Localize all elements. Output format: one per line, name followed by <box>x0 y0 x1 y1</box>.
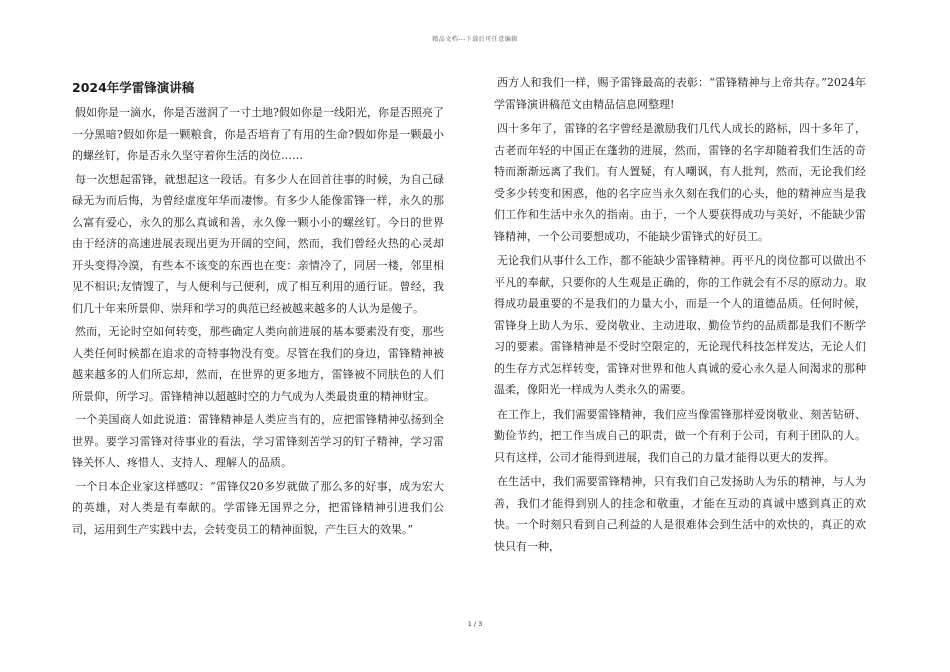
right-column <box>494 72 866 560</box>
paragraph: 每一次想起雷锋，就想起这一段话。有多少人在回首往事的时候，为自己碌碌无为而后悔，为曾经虚度年华而凄惨。有多少人能像雷锋一样，永久的那么富有爱心，永久的那么真诚和善，永久像一颗小小的螺丝钉。今日的世界由于经济的高速进展表现出更为开阔的空间，然而，我们曾经火热的心灵却开头变得冷漠，有些本不该变的东西也在变：亲情冷了，同居一楼，邻里相见不相识;友情馊了，与人便利与己便利，成了相互利用的通行证。曾经，我们几十年来所景仰、崇拜和学习的典范已经被越来越多的人认为是傻子。 <box>72 172 444 315</box>
page-number: 1 / 3 <box>467 620 483 628</box>
paragraph: 在工作上，我们需要雷锋精神，我们应当像雷锋那样爱岗敬业、刻苦钻研、勤俭节约，把工作当成自己的职责，做一个有利于公司，有利于团队的人。只有这样，公司才能得到进展，我们自己的力量才能得以更大的发挥。 <box>494 407 866 464</box>
paragraph: 西方人和我们一样，赐予雷锋最高的表彰：“雷锋精神与上帝共存。”2024年学雷锋演讲稿范文由精品信息网整理! <box>494 76 866 111</box>
paragraph: 四十多年了，雷锋的名字曾经是激励我们几代人成长的路标，四十多年了，古老而年轻的中国正在蓬勃的进展，然而，雷锋的名字却随着我们生活的奇特而渐渐远离了我们。有人置疑，有人嘲讽，有人批判，然而，无论我们经受多少转变和困惑，他的名字应当永久刻在我们的心头，他的精神应当是我们工作和生活中永久的指南。由于，一个人要获得成功与美好，不能缺少雷锋精神，一个公司要想成功，不能缺少雷锋式的好员工。 <box>494 122 866 243</box>
left-column <box>72 72 444 542</box>
paragraph: 无论我们从事什么工作，都不能缺少雷锋精神。再平凡的岗位都可以做出不平凡的奉献，只要你的人生观是正确的，你的工作就会有不尽的原动力。取得成功最重要的不是我们的力量大小，而是一个人的道德品质。任何时候，雷锋身上助人为乐、爱岗敬业、主动进取、勤俭节约的品质都是我们不断学习的要素。雷锋精神是不受时空限定的，无论现代科技怎样发达，无论人们的生存方式怎样转变，雷锋对世界和他人真诚的爱心永久是人间渴求的那种温柔，像阳光一样成为人类永久的需要。 <box>494 254 866 396</box>
page-header: 精品文档---下载后可任意编辑 <box>432 36 518 43</box>
paragraph: 一个美国商人如此说道：雷锋精神是人类应当有的，应把雷锋精神弘扬到全世界。要学习雷锋对待事业的看法，学习雷锋刻苦学习的钉子精神，学习雷锋关怀人、疼惜人、支持人、理解人的品质。 <box>72 413 444 469</box>
paragraph: 然而，无论时空如何转变，那些确定人类向前进展的基本要素没有变，那些人类任何时候都在追求的奇特事物没有变。尽管在我们的身边，雷锋精神被越来越多的人们所忘却，然而，在世界的更多地方，雷锋被不同肤色的人们所景仰，所学习。雷锋精神以超越时空的力气成为人类最贵重的精神财宝。 <box>72 325 444 403</box>
paragraph: 假如你是一滴水，你是否滋润了一寸土地?假如你是一线阳光，你是否照亮了一分黑暗?假如你是一颗粮食，你是否培育了有用的生命?假如你是一颗最小的螺丝钉，你是否永久坚守着你生活的岗位…… <box>72 106 444 162</box>
document-title: 2024年学雷锋演讲稿 <box>72 80 195 95</box>
paragraph: 一个日本企业家这样感叹：“雷锋仅20多岁就做了那么多的好事，成为宏大的英雄，对人类是有奉献的。学雷锋无国界之分，把雷锋精神引进我们公司，运用到生产实践中去，会转变员工的精神面貌，产生巨大的效果。” <box>72 479 444 536</box>
paragraph: 在生活中，我们需要雷锋精神，只有我们自己发扬助人为乐的精神，与人为善，我们才能得到别人的挂念和敬重，才能在互动的真诚中感到真正的欢快。一个时刻只看到自己利益的人是很难体会到生活中的欢快的，真正的欢快只有一种， <box>494 475 866 553</box>
